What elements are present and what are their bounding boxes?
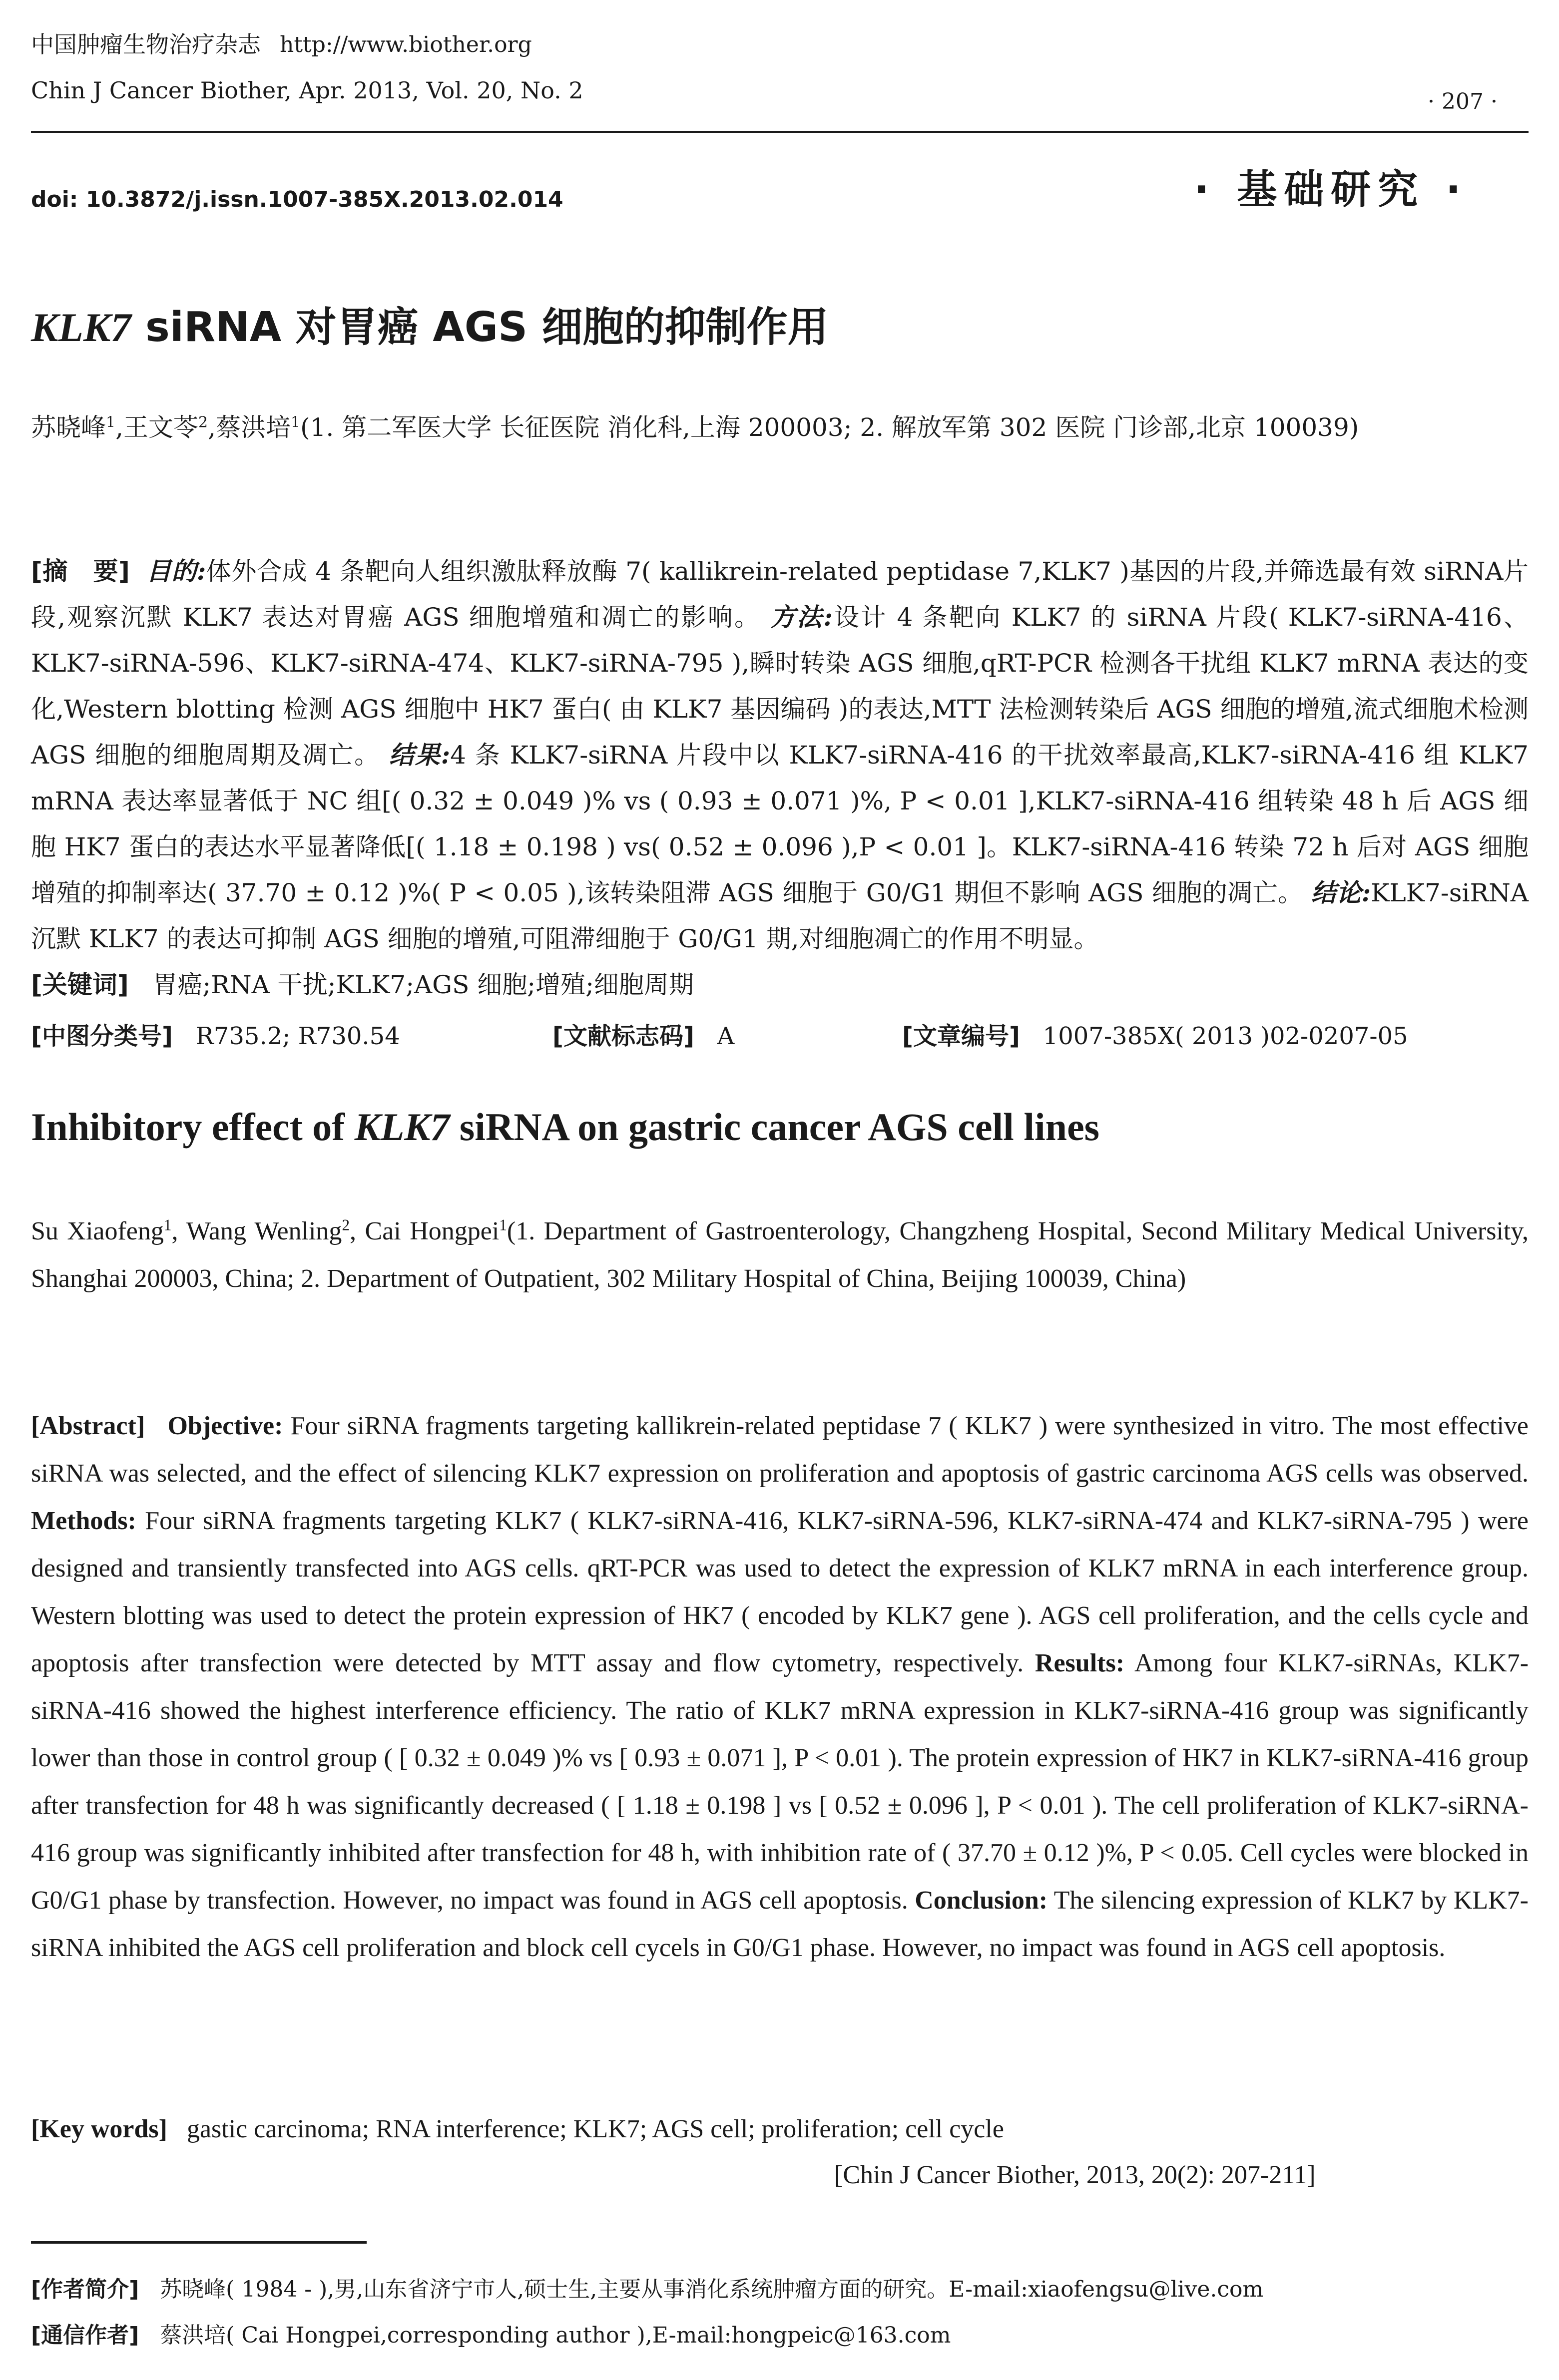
title-en: [31, 1105, 1099, 1150]
clc-block: [31, 1017, 400, 1051]
objective-heading-en: Objective:: [167, 1412, 283, 1440]
abstract-en: [31, 1402, 1529, 1972]
results-heading-cn: 结果:: [389, 740, 451, 770]
author-3: ,蔡洪培: [208, 413, 291, 442]
keywords-en: gastic carcinoma; RNA interference; KLK7; AGS cell; proliferation; cell cycle: [186, 2115, 1004, 2143]
conclusion-heading-en: Conclusion:: [915, 1886, 1048, 1915]
affiliation-en: (1. Department of Gastroenterology, Changzheng Hospital, Second Military Medical University, Shanghai 200003, China; 2. Department of Outpatient, 302 Military Hospital of China, Beijing 100039, China): [31, 1217, 1529, 1293]
abstract-cn-label: [摘 要]: [31, 557, 130, 586]
artno-label: [文章编号]: [902, 1022, 1020, 1050]
author-en-2-sup: 2: [342, 1216, 350, 1234]
header-rule: [31, 131, 1529, 133]
title-en-pre: Inhibitory effect of: [31, 1105, 355, 1149]
artno-value: 1007-385X( 2013 )02-0207-05: [1042, 1022, 1408, 1050]
journal-name-cn: 中国肿瘤生物治疗杂志: [31, 31, 261, 58]
objective-en: Four siRNA fragments targeting kallikrein-related peptidase 7 ( KLK7 ) were synthesized in vitro. The most effective siRNA was selected, and the effect of silencing KLK7 expression on proliferation and apoptosis of gastric carcinoma AGS cells was observed.: [31, 1412, 1529, 1488]
author-2: ,王文苓: [115, 413, 198, 442]
methods-heading-cn: 方法:: [770, 602, 833, 632]
keywords-en-label: [Key words]: [31, 2115, 167, 2143]
keywords-cn: 胃癌;RNA 干扰;KLK7;AGS 细胞;增殖;细胞周期: [152, 970, 694, 999]
keywords-en-row: [31, 2105, 1004, 2153]
author-en-3-sup: 1: [499, 1216, 507, 1234]
conclusion-heading-cn: 结论:: [1311, 878, 1371, 907]
author-1: 苏晓峰: [31, 413, 106, 442]
footnote-author-text: 苏晓峰( 1984 - ),男,山东省济宁市人,硕士生,主要从事消化系统肿瘤方面的研究。E-mail:xiaofengsu@live.com: [160, 2277, 1264, 2302]
methods-cn: 设计 4 条靶向 KLK7 的 siRNA 片段( KLK7-siRNA-416、KLK7-siRNA-596、KLK7-siRNA-474、KLK7-siRNA-795 ),瞬时转染 AGS 细胞,qRT-PCR 检测各干扰组 KLK7 mRNA 表达的变化,Western blotting 检测 AGS 细胞中 HK7 蛋白( 由 KLK7 基因编码 )的表达,MTT 法检测转染后 AGS 细胞的增殖,流式细胞术检测 AGS 细胞的细胞周期及凋亡。: [31, 603, 1529, 770]
title-en-post: siRNA on gastric cancer AGS cell lines: [450, 1105, 1100, 1149]
keywords-cn-row: [31, 962, 694, 1008]
methods-heading-en: Methods:: [31, 1507, 136, 1535]
results-en: Among four KLK7-siRNAs, KLK7-siRNA-416 showed the highest interference efficiency. The ratio of KLK7 mRNA expression in KLK7-siRNA-416 group was significantly lower than those in control group ( [ 0.32 ± 0.049 )% vs [ 0.93 ± 0.071 ], P < 0.01 ). The protein expression of HK7 in KLK7-siRNA-416 group after transfection for 48 h was significantly decreased ( [ 1.18 ± 0.198 ] vs [ 0.52 ± 0.096 ], P < 0.01 ). The cell proliferation of KLK7-siRNA-416 group was significantly inhibited after transfection for 48 h, with inhibition rate of ( 37.70 ± 0.12 )%, P < 0.05. Cell cycles were blocked in G0/G1 phase by transfection. However, no impact was found in AGS cell apoptosis.: [31, 1649, 1529, 1915]
keywords-cn-label: [关键词]: [31, 970, 129, 999]
objective-cn: 体外合成 4 条靶向人组织激肽释放酶 7( kallikrein-related peptidase 7,KLK7 )基因的片段,并筛选最有效 siRNA片段,观察沉默 KLK7 表达对胃癌 AGS 细胞增殖和凋亡的影响。: [31, 557, 1529, 632]
results-heading-en: Results:: [1035, 1649, 1125, 1677]
objective-heading-cn: 目的:: [146, 556, 206, 586]
author-3-sup: 1: [291, 413, 301, 431]
author-2-sup: 2: [198, 413, 208, 431]
title-rest: siRNA 对胃癌 AGS 细胞的抑制作用: [131, 304, 829, 351]
journal-url[interactable]: http://www.biother.org: [280, 32, 532, 57]
results-cn: 4 条 KLK7-siRNA 片段中以 KLK7-siRNA-416 的干扰效率最高,KLK7-siRNA-416 组 KLK7 mRNA 表达率显著低于 NC 组[( 0.32 ± 0.049 )% vs ( 0.93 ± 0.071 )%, P < 0.01 ],KLK7-siRNA-416 组转染 48 h 后 AGS 细胞 HK7 蛋白的表达水平显著降低[( 1.18 ± 0.198 ) vs( 0.52 ± 0.096 ),P < 0.01 ]。KLK7-siRNA-416 转染 72 h 后对 AGS 细胞增殖的抑制率达( 37.70 ± 0.12 )%( P < 0.05 ),该转染阻滞 AGS 细胞于 G0/G1 期但不影响 AGS 细胞的凋亡。: [31, 741, 1529, 907]
doi[interactable]: doi: 10.3872/j.issn.1007-385X.2013.02.014: [31, 187, 563, 212]
footnote-corr: [31, 2317, 951, 2349]
author-en-2: , Wang Wenling: [171, 1217, 342, 1245]
title-cn: [31, 295, 829, 353]
footnote-corr-text: 蔡洪培( Cai Hongpei,corresponding author ),E-mail:hongpeic@163.com: [160, 2323, 951, 2348]
affiliation-cn: (1. 第二军医大学 长征医院 消化科,上海 200003; 2. 解放军第 302 医院 门诊部,北京 100039): [300, 413, 1359, 442]
footnote-author-label: [作者简介]: [31, 2277, 139, 2302]
conclusion-cn: KLK7-siRNA 沉默 KLK7 的表达可抑制 AGS 细胞的增殖,可阻滞细胞于 G0/G1 期,对细胞凋亡的作用不明显。: [31, 878, 1529, 953]
clc-value: R735.2; R730.54: [195, 1022, 400, 1050]
title-en-gene: KLK7: [354, 1105, 450, 1149]
journal-name-en: Chin J Cancer Biother, Apr. 2013, Vol. 20, No. 2: [31, 77, 583, 104]
abstract-cn: [31, 548, 1529, 962]
doccode-label: [文献标志码]: [552, 1022, 694, 1050]
clc-label: [中图分类号]: [31, 1022, 173, 1050]
footnote-author: [31, 2271, 1263, 2303]
author-en-3: , Cai Hongpei: [350, 1217, 500, 1245]
author-en-1: Su Xiaofeng: [31, 1217, 164, 1245]
methods-en: Four siRNA fragments targeting KLK7 ( KLK7-siRNA-416, KLK7-siRNA-596, KLK7-siRNA-474 and KLK7-siRNA-795 ) were designed and transiently transfected into AGS cells. qRT-PCR was used to detect the expression of KLK7 mRNA in each interference group. Western blotting was used to detect the protein expression of HK7 ( encoded by KLK7 gene ). AGS cell proliferation, and the cells cycle and apoptosis after transfection were detected by MTT assay and flow cytometry, respectively.: [31, 1507, 1529, 1677]
column-label: · 基础研究 ·: [1194, 166, 1468, 213]
doccode-value: A: [717, 1022, 735, 1050]
citation: [Chin J Cancer Biother, 2013, 20(2): 207-211]: [834, 2161, 1316, 2189]
footnote-rule: [31, 2241, 367, 2244]
authors-en: [31, 1207, 1529, 1302]
abstract-en-label: [Abstract]: [31, 1412, 145, 1440]
page-number: · 207 ·: [1428, 89, 1498, 114]
footnote-corr-label: [通信作者]: [31, 2323, 139, 2348]
title-gene: KLK7: [31, 305, 131, 350]
author-1-sup: 1: [106, 413, 116, 431]
artno-block: [902, 1017, 1408, 1051]
authors-cn: [31, 404, 1529, 450]
author-en-1-sup: 1: [163, 1216, 172, 1234]
conclusion-en: The silencing expression of KLK7 by KLK7-siRNA inhibited the AGS cell proliferation and block cell cycels in G0/G1 phase. However, no impact was found in AGS cell apoptosis.: [31, 1886, 1529, 1962]
doccode-block: [552, 1017, 734, 1051]
